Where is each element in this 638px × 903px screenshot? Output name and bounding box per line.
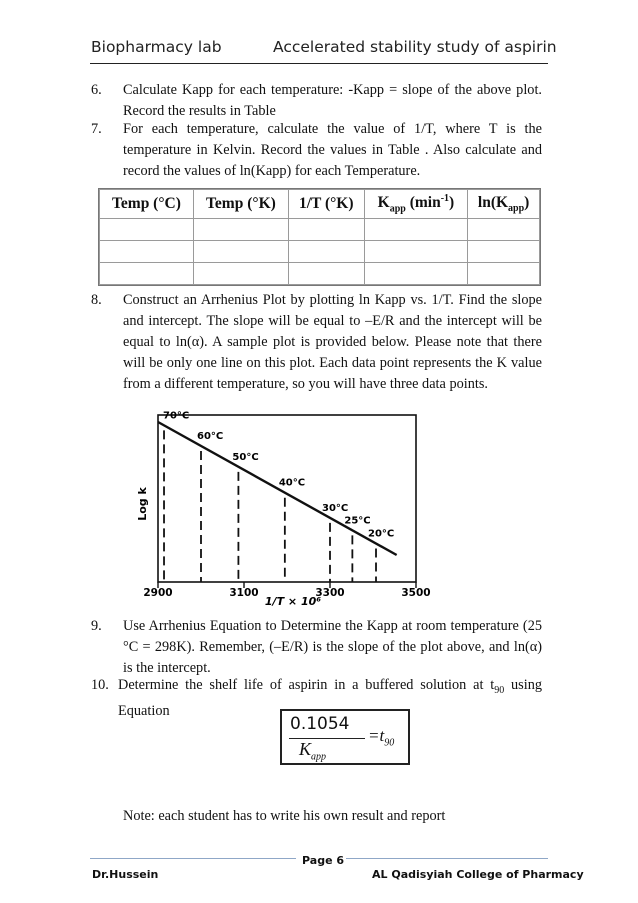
header-divider <box>90 63 548 64</box>
list-item-6 <box>91 80 542 122</box>
table-cell <box>288 263 364 285</box>
list-item-8 <box>91 290 542 395</box>
y-axis-label: Log k <box>136 487 149 521</box>
item-number: 9. <box>91 618 102 634</box>
table-cell <box>364 241 468 263</box>
point-label: 25°C <box>344 515 371 527</box>
point-label: 30°C <box>322 502 349 514</box>
col-temp-k: Temp (°K) <box>193 190 288 219</box>
x-tick-label: 3100 <box>229 587 259 599</box>
x-axis-label: 1/T × 10⁶ <box>264 595 322 608</box>
results-table <box>99 189 540 285</box>
equation-rhs: $=t_{90}$ <box>368 726 395 749</box>
header-study-title: Accelerated stability study of aspirin <box>273 38 557 56</box>
x-tick-label: 2900 <box>143 587 173 599</box>
item-text: Use Arrhenius Equation to Determine the Kapp at room temperature (25 °C = 298K). Remember, (–E/R) is the slope of the plot above, and ln(α) is the intercept. <box>123 618 542 676</box>
table-cell <box>193 263 288 285</box>
equation-numerator: 0.1054 <box>290 714 350 734</box>
item-number: 10. <box>91 677 109 693</box>
table-row <box>100 241 540 263</box>
shelf-life-equation <box>280 709 410 765</box>
table-cell <box>100 263 194 285</box>
footer-rule-right <box>346 858 548 859</box>
x-tick-label: 3500 <box>401 587 431 599</box>
col-inverse-t: 1/T (°K) <box>288 190 364 219</box>
point-label: 20°C <box>368 528 395 540</box>
header-lab-title: Biopharmacy lab <box>91 38 222 56</box>
regression-line <box>158 422 397 555</box>
item-text: Calculate Kapp for each temperature: -Kapp = slope of the above plot. Record the results in Table <box>123 82 542 119</box>
table-cell <box>193 219 288 241</box>
item-number: 8. <box>91 292 102 308</box>
x-tick-label: 3300 <box>315 587 345 599</box>
table-cell <box>100 241 194 263</box>
table-cell <box>364 263 468 285</box>
list-item-9 <box>91 616 542 679</box>
footer-college: AL Qadisyiah College of Pharmacy <box>372 868 584 881</box>
item-text: For each temperature, calculate the value of 1/T, where T is the temperature in Kelvin. Record the values in Table . Also calculate and record the values of ln(Kapp) for each Temperature. <box>123 121 542 179</box>
col-temp-c: Temp (°C) <box>100 190 194 219</box>
table-row <box>100 219 540 241</box>
table-cell <box>468 219 540 241</box>
col-ln-kapp: $\ln(K_{app})$ <box>468 190 540 219</box>
list-item-7 <box>91 119 542 182</box>
point-label: 60°C <box>197 430 224 442</box>
table-cell <box>468 241 540 263</box>
equation-denominator: $K_{app}$ <box>299 739 327 763</box>
col-kapp: $K_{app}$ $(\min^{-1})$ <box>364 190 468 219</box>
item-text: Determine the shelf life of aspirin in a buffered solution at $t_{90}$ using Equation <box>118 677 542 719</box>
item-text: Construct an Arrhenius Plot by plotting ln Kapp vs. 1/T. Find the slope and intercept. The slope will be equal to –E/R and the intercept will be equal to ln(α). A sample plot is provided below. Please note that there will be only one line on this plot. Each data point represents the K value from a different temperature, so you will have three data points. <box>123 292 542 392</box>
table-cell <box>193 241 288 263</box>
table-cell <box>364 219 468 241</box>
page-number: Page 6 <box>302 854 345 867</box>
item-number: 7. <box>91 121 102 137</box>
footer-author: Dr.Hussein <box>92 868 159 881</box>
table-cell <box>288 241 364 263</box>
point-label: 50°C <box>232 451 259 463</box>
table-row <box>100 263 540 285</box>
item-number: 6. <box>91 82 102 98</box>
point-label: 70°C <box>163 410 190 422</box>
arrhenius-sample-plot <box>133 410 431 608</box>
student-note: Note: each student has to write his own result and report <box>123 808 446 824</box>
table-cell <box>100 219 194 241</box>
table-cell <box>288 219 364 241</box>
point-label: 40°C <box>278 477 306 489</box>
footer-rule-left <box>90 858 296 859</box>
table-cell <box>468 263 540 285</box>
